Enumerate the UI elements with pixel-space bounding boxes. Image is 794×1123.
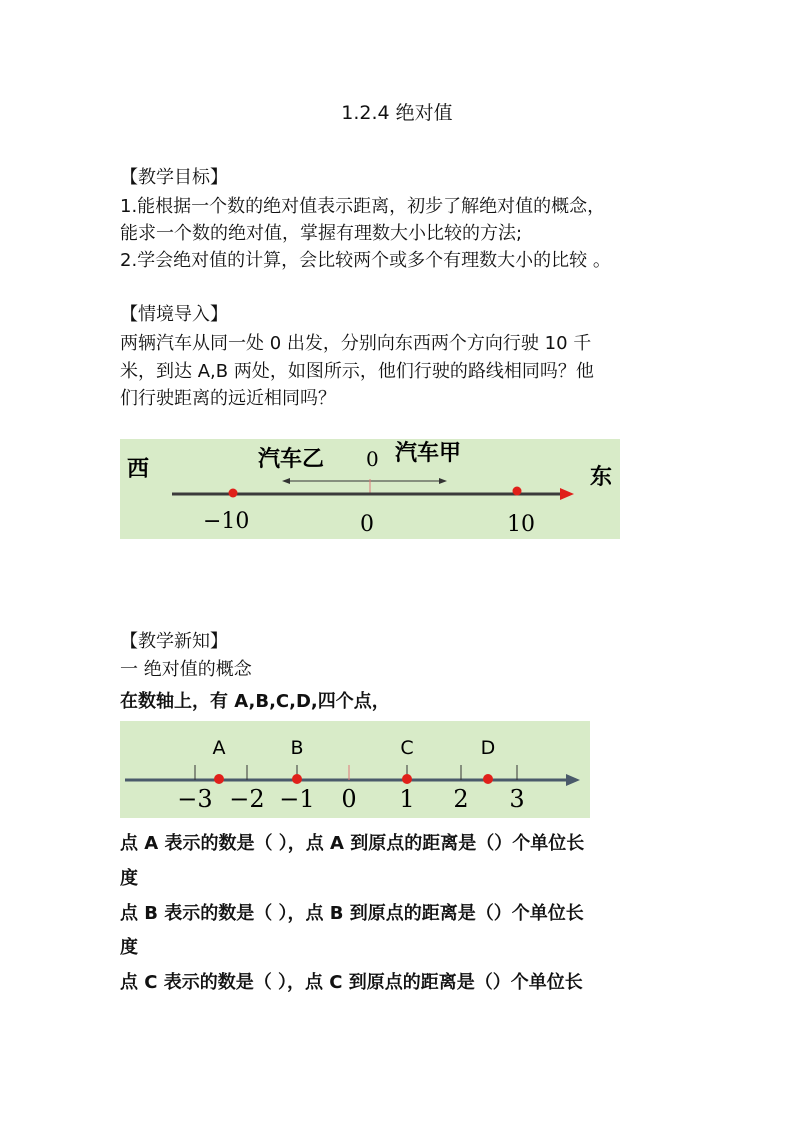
question-b: 点 B 表示的数是（ ），点 B 到原点的距离是（）个单位长 — [120, 903, 584, 924]
tick-label: 2 — [453, 785, 469, 813]
tick-label: −2 — [229, 785, 265, 813]
section-1-title: 一 绝对值的概念 — [120, 659, 252, 680]
newknowledge-heading: 【教学新知】 — [120, 631, 228, 652]
east-label: 东 — [590, 465, 613, 490]
point-d-dot — [483, 774, 493, 784]
point-b-dot — [292, 774, 302, 784]
car-number-line-svg — [120, 439, 620, 539]
point-a-dot — [214, 774, 224, 784]
tick-label-neg10: −10 — [203, 509, 250, 534]
point-b-label: B — [290, 737, 304, 759]
section-1-lead: 在数轴上，有 A,B,C,D,四个点， — [120, 691, 390, 712]
tick-label-10: 10 — [507, 512, 535, 537]
point-b-dot — [229, 489, 238, 498]
question-b-continued: 度 — [120, 937, 138, 958]
distance-arrow-left-head — [282, 478, 290, 484]
objectives-heading: 【教学目标】 — [120, 167, 228, 188]
point-d-label: D — [480, 737, 496, 759]
objectives-line-3: 2.学会绝对值的计算，会比较两个或多个有理数大小的比较 。 — [120, 250, 611, 271]
intro-line-3: 们行驶距离的远近相同吗？ — [120, 388, 336, 409]
objectives-line-2: 能求一个数的绝对值，掌握有理数大小比较的方法; — [120, 223, 523, 244]
point-c-dot — [402, 774, 412, 784]
tick-label: 3 — [509, 785, 525, 813]
points-number-line-svg — [120, 721, 590, 818]
objectives-line-1: 1.能根据一个数的绝对值表示距离，初步了解绝对值的概念， — [120, 196, 606, 217]
car-a-label: 汽车甲 — [395, 441, 462, 466]
question-a-continued: 度 — [120, 868, 138, 889]
car-number-line-figure — [120, 439, 620, 539]
origin-top-label: 0 — [366, 447, 379, 471]
intro-line-1: 两辆汽车从同一处 0 出发，分别向东西两个方向行驶 10 千 — [120, 333, 592, 354]
intro-heading: 【情境导入】 — [120, 304, 228, 325]
tick-label: 1 — [399, 785, 415, 813]
page-title: 1.2.4 绝对值 — [341, 102, 453, 124]
west-label: 西 — [127, 457, 150, 482]
points-number-line-figure — [120, 721, 590, 818]
point-c-label: C — [400, 737, 414, 759]
tick-label: 0 — [341, 785, 357, 813]
point-a-label: A — [212, 737, 226, 759]
tick-label-0: 0 — [360, 512, 374, 537]
tick-label: −3 — [177, 785, 213, 813]
question-c: 点 C 表示的数是（ ），点 C 到原点的距离是（）个单位长 — [120, 972, 583, 993]
axis-arrowhead — [566, 774, 580, 786]
car-b-label: 汽车乙 — [258, 447, 325, 472]
axis-arrowhead — [560, 488, 574, 500]
point-a-dot — [513, 487, 522, 496]
distance-arrow-right-head — [439, 478, 447, 484]
tick-label: −1 — [279, 785, 315, 813]
question-a: 点 A 表示的数是（ ），点 A 到原点的距离是（）个单位长 — [120, 833, 585, 854]
intro-line-2: 米，到达 A,B 两处，如图所示，他们行驶的路线相同吗？他 — [120, 361, 594, 382]
